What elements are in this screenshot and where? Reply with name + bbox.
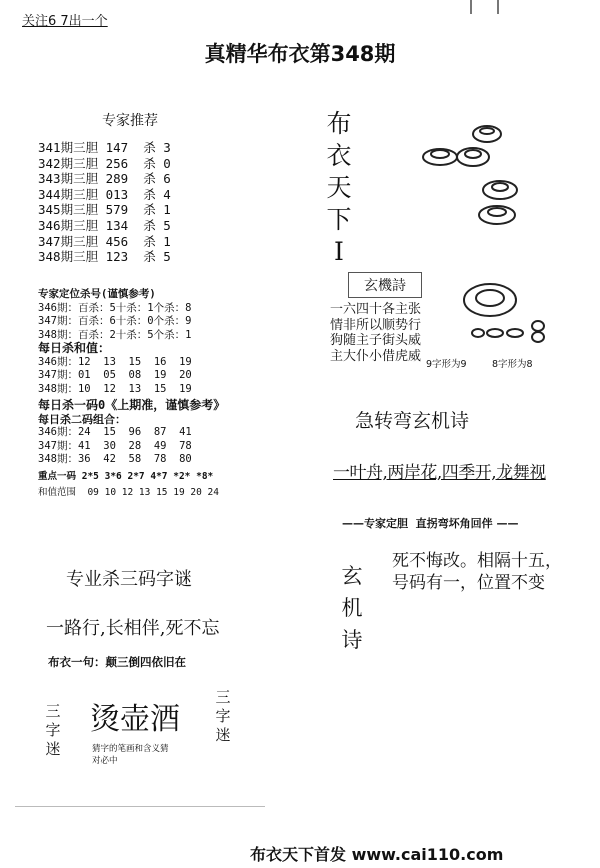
erma-rows (38, 426, 268, 467)
corner-mark (497, 0, 499, 14)
xuanji-poem-lines (330, 302, 440, 364)
vertical-char: 迷 (45, 740, 61, 758)
vertical-char: 诗 (341, 628, 363, 652)
label-8: 8字形为8 (492, 359, 533, 370)
hezhi-rows (38, 356, 268, 397)
expert-kill-num: 5 (163, 217, 171, 233)
erma-heading: 每日杀二码组合： (38, 412, 126, 426)
vertical-char: 迷 (215, 726, 231, 744)
zhongdian: 重点一码 2*5 3*6 2*7 4*7 *2* *8* (38, 470, 214, 482)
vertical-char: 天 (326, 173, 352, 202)
data-row: 346期：12 13 15 16 19 (38, 355, 192, 368)
expert-kill: 杀 (143, 186, 156, 202)
data-row: 348期：百杀：2十杀：5个杀：1 (38, 328, 192, 341)
hezhi-range: 和值范围 09 10 12 13 15 19 20 24 (38, 487, 219, 498)
sanma-heading: 专业杀三码字谜 (66, 569, 192, 590)
data-row: 348期：10 12 13 15 19 (38, 382, 192, 395)
zimi-center: 烫壶酒 (90, 702, 180, 737)
expert-nums: 013 (105, 186, 129, 202)
expert-row (38, 171, 228, 187)
zimi-note1: 猜字的笔画和含义猜 (92, 744, 169, 754)
buyi-yiju: 布衣一句：颠三倒四依旧在 (48, 655, 186, 669)
zimi-right (213, 688, 233, 745)
expert-kill-num: 1 (163, 202, 171, 218)
vertical-char: 玄 (341, 564, 363, 588)
ingot-drawing (415, 112, 545, 232)
vertical-char: 机 (341, 596, 363, 620)
xuanji-shi-vertical (335, 560, 369, 656)
xuanji-shi-line2: 号码有一，位置不变 (392, 573, 545, 593)
footer: 布衣天下首发 www.cai110.com (250, 845, 504, 864)
expert-issue: 346期三胆 (38, 217, 99, 233)
jizhuan-heading: 急转弯玄机诗 (355, 410, 470, 432)
expert-row (38, 140, 228, 156)
xuanji-poem-line: 情非所以顺势行 (330, 317, 422, 333)
page-title: 真精华布衣第348期 (204, 42, 396, 66)
expert-issue: 341期三胆 (38, 140, 99, 155)
vertical-char: 字 (215, 707, 231, 725)
xuanji-shi-line1: 死不悔改。相隔十五， (392, 551, 562, 571)
data-row: 346期：24 15 96 87 41 (38, 426, 192, 438)
ingot-8-drawing (460, 278, 555, 348)
expert-kill-num: 1 (163, 233, 171, 249)
data-row: 347期：百杀：6十杀：0个杀：9 (38, 315, 192, 327)
data-row: 346期：百杀：5十杀：1个杀：8 (38, 301, 192, 314)
zhuanjia-dingdan: ——专家定胆 直拐弯坏角回伴 —— (342, 517, 519, 530)
vertical-char: 字 (45, 721, 61, 739)
expert-kill: 杀 (143, 155, 156, 171)
label-9: 9字形为9 (426, 359, 467, 370)
expert-nums: 289 (105, 171, 129, 187)
expert-kill-num: 5 (163, 249, 171, 265)
xuanji-poem-line: 狗随主子街头威 (330, 333, 422, 348)
expert-nums: 134 (105, 217, 129, 233)
expert-kill-num: 0 (163, 155, 171, 171)
buyi-vertical (322, 108, 356, 268)
xuanji-poem-line: 主大仆小借虎威 (330, 348, 422, 364)
yima-heading: 每日杀一码0《上期准，谨慎参考》 (38, 398, 226, 412)
expert-row (38, 187, 228, 203)
sanma-line: 一路行,长相伴,死不忘 (46, 618, 220, 639)
expert-row (38, 202, 228, 218)
expert-nums: 579 (105, 202, 129, 218)
xuanji-poem-line: 一六四十各主张 (330, 302, 422, 317)
expert-kill: 杀 (143, 171, 156, 187)
expert-row (38, 218, 228, 234)
expert-nums: 256 (105, 155, 129, 171)
expert-kill-num: 6 (163, 171, 171, 187)
top-note: 关注6 7出一个 (22, 14, 108, 29)
expert-kill-num: 4 (163, 186, 171, 202)
dingwei-section (38, 288, 268, 500)
vertical-char: 三 (215, 688, 231, 706)
expert-issue: 342期三胆 (38, 155, 99, 171)
dingwei-heading: 专家定位杀号(谨慎参考) (38, 288, 156, 300)
xuanji-poem (330, 272, 440, 364)
data-row: 347期：01 05 08 19 20 (38, 369, 192, 381)
hezhi-heading: 每日杀和值： (38, 341, 111, 355)
expert-kill-num: 3 (163, 140, 171, 155)
vertical-char: 布 (326, 109, 352, 138)
expert-row (38, 234, 228, 250)
expert-row (38, 156, 228, 172)
vertical-char: 三 (45, 702, 61, 720)
data-row: 348期：36 42 58 78 80 (38, 453, 192, 465)
expert-kill: 杀 (143, 140, 156, 155)
expert-kill: 杀 (143, 217, 156, 233)
xuanji-poem-heading: 玄機詩 (348, 272, 422, 298)
zimi-note2: 对必中 (92, 756, 118, 766)
expert-kill: 杀 (143, 249, 156, 265)
expert-issue: 344期三胆 (38, 186, 99, 202)
expert-nums: 123 (105, 249, 129, 265)
expert-list (38, 140, 228, 265)
vertical-char: I (334, 237, 344, 266)
jizhuan-line: 一叶舟,两岸花,四季开,龙舞视 (333, 463, 546, 483)
corner-mark (470, 0, 472, 14)
dingwei-rows (38, 302, 268, 343)
expert-issue: 343期三胆 (38, 171, 99, 187)
expert-nums: 147 (105, 140, 129, 155)
expert-issue: 345期三胆 (38, 202, 99, 218)
expert-issue: 347期三胆 (38, 233, 99, 249)
expert-kill: 杀 (143, 233, 156, 249)
data-row: 347期：41 30 28 49 78 (38, 439, 192, 452)
zimi-left (43, 702, 63, 759)
expert-heading: 专家推荐 (102, 113, 158, 129)
expert-nums: 456 (105, 233, 129, 249)
vertical-char: 衣 (326, 141, 352, 170)
divider (15, 806, 265, 807)
expert-kill: 杀 (143, 202, 156, 218)
xuanji-shi-lines (392, 550, 562, 594)
expert-issue: 348期三胆 (38, 249, 99, 265)
vertical-char: 下 (326, 205, 352, 234)
expert-row (38, 249, 228, 265)
